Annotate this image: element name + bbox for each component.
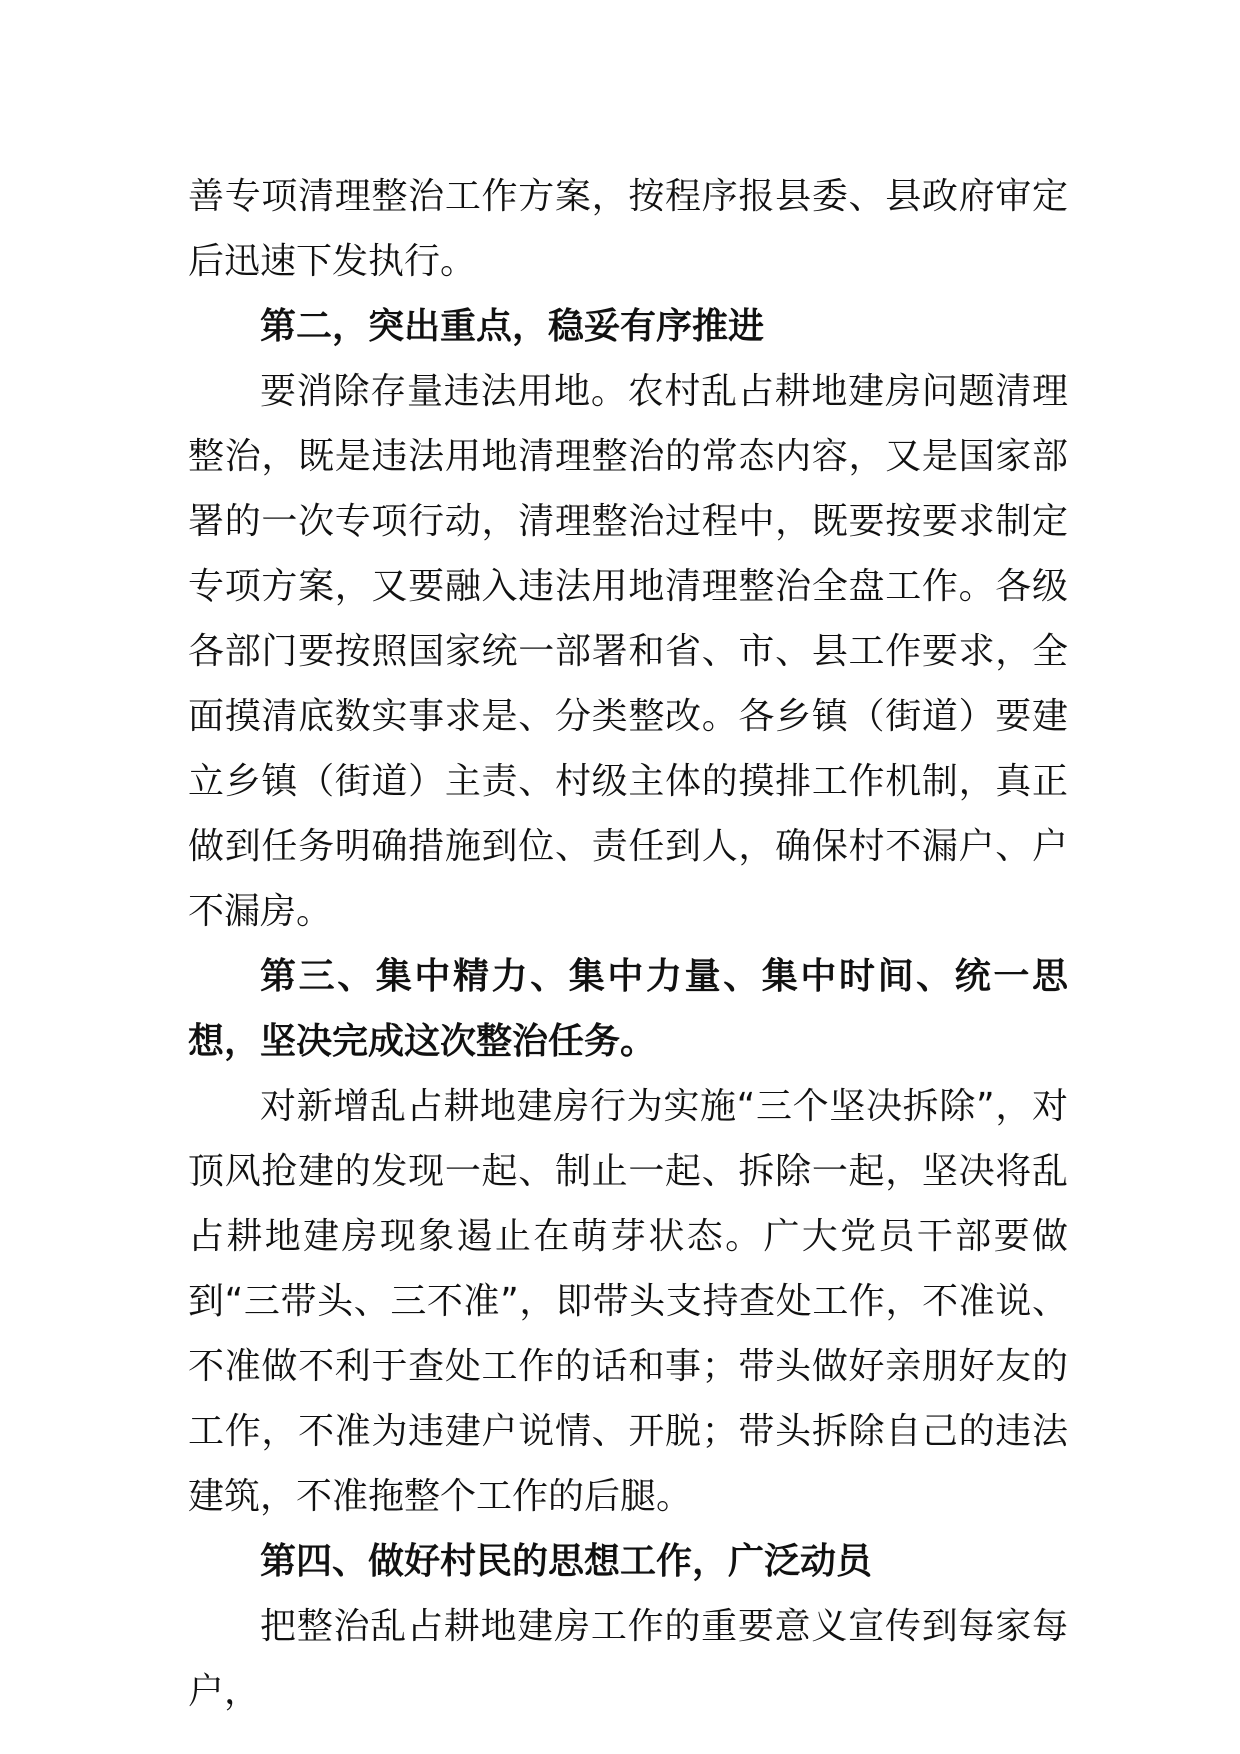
section-heading-second: 第二，突出重点，稳妥有序推进: [260, 306, 765, 347]
document-body: [188, 164, 1068, 1724]
paragraph-publicity: 把整治乱占耕地建房工作的重要意义宣传到每家每户，: [188, 1606, 1068, 1712]
section-heading-fourth: 第四、做好村民的思想工作，广泛动员: [260, 1541, 873, 1582]
paragraph-stock-illegal-land: 要消除存量违法用地。农村乱占耕地建房问题清理整治，既是违法用地清理整治的常态内容，又是国家部署的一次专项行动，清理整治过程中，既要按要求制定专项方案，又要融入违法用地清理整治全盘工作。各级各部门要按照国家统一部署和省、市、县工作要求，全面摸清底数实事求是、分类整改。各乡镇（街道）要建立乡镇（街道）主责、村级主体的摸排工作机制，真正做到任务明确措施到位、责任到人，确保村不漏户、户不漏房。: [188, 371, 1068, 932]
section-heading-third: 第三、集中精力、集中力量、集中时间、统一思想，坚决完成这次整治任务。: [188, 956, 1068, 1062]
paragraph-new-illegal-construction: 对新增乱占耕地建房行为实施“三个坚决拆除”，对顶风抢建的发现一起、制止一起、拆除一起，坚决将乱占耕地建房现象遏止在萌芽状态。广大党员干部要做到“三带头、三不准”，即带头支持查处工作，不准说、不准做不利于查处工作的话和事；带头做好亲朋好友的工作，不准为违建户说情、开脱；带头拆除自己的违法建筑，不准拖整个工作的后腿。: [188, 1086, 1068, 1517]
paragraph-continuation: 善专项清理整治工作方案，按程序报县委、县政府审定后迅速下发执行。: [188, 176, 1068, 282]
